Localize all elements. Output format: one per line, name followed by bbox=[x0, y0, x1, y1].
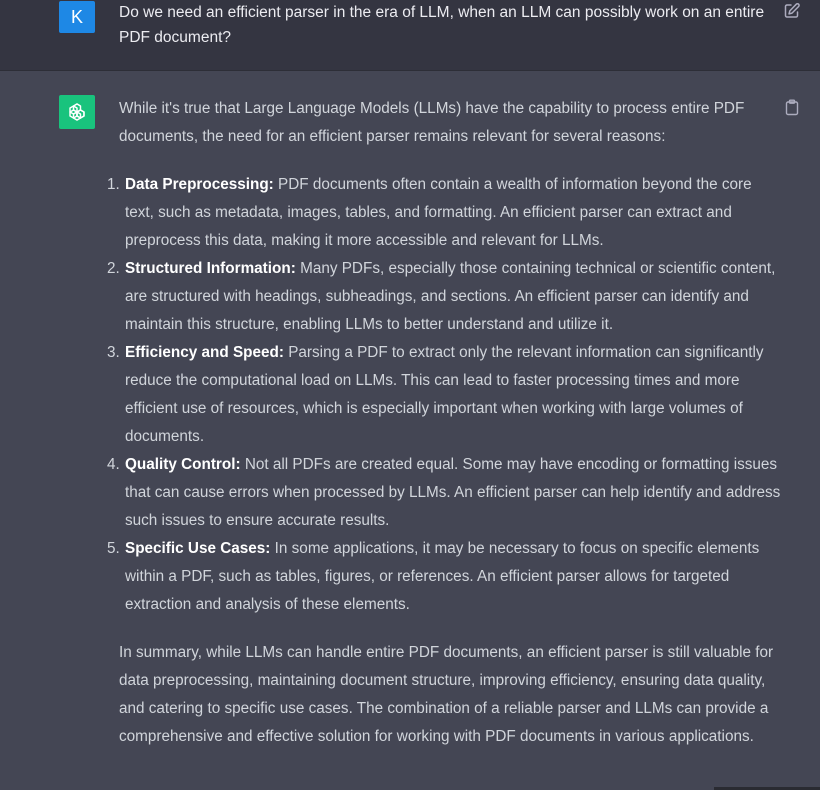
assistant-answer bbox=[107, 95, 781, 751]
assistant-message-row bbox=[0, 71, 820, 790]
list-number: 2. bbox=[107, 260, 120, 277]
item-text: Parsing a PDF to extract only the relevant information can significantly reduce the computational load on LLMs. This can lead to faster processing times and more efficient use of resources, which is especially important when working with large volumes of documents. bbox=[125, 344, 764, 445]
user-avatar: K bbox=[59, 1, 95, 33]
edit-icon[interactable] bbox=[783, 2, 801, 20]
item-title: Specific Use Cases: bbox=[125, 540, 271, 557]
clipboard-icon[interactable] bbox=[784, 99, 800, 116]
list-item bbox=[107, 535, 781, 619]
answer-intro: While it's true that Large Language Models (LLMs) have the capability to process entire PDF documents, the need for an efficient parser remains relevant for several reasons: bbox=[119, 100, 745, 145]
list-number: 1. bbox=[107, 176, 120, 193]
list-item bbox=[107, 171, 781, 255]
user-question-text: Do we need an efficient parser in the era of LLM, when an LLM can possibly work on an entire PDF document? bbox=[119, 4, 765, 46]
list-number: 3. bbox=[107, 344, 120, 361]
list-item bbox=[107, 255, 781, 339]
item-text: In some applications, it may be necessary to focus on specific elements within a PDF, such as tables, figures, or references. An efficient parser allows for targeted extraction and analysis of these elements. bbox=[125, 540, 760, 613]
item-title: Efficiency and Speed: bbox=[125, 344, 284, 361]
list-number: 4. bbox=[107, 456, 120, 473]
answer-summary: In summary, while LLMs can handle entire PDF documents, an efficient parser is still valuable for data preprocessing, maintaining document structure, improving efficiency, ensuring data quality, and catering to specific use cases. The combination of a reliable parser and LLMs can provide a comprehensive and effective solution for working with PDF documents in various applications. bbox=[119, 644, 774, 745]
item-title: Structured Information: bbox=[125, 260, 296, 277]
user-message-row bbox=[0, 0, 820, 71]
item-text: PDF documents often contain a wealth of information beyond the core text, such as metadata, images, tables, and formatting. An efficient parser can extract and preprocess this data, making it more accessible and relevant for LLMs. bbox=[125, 176, 752, 249]
item-text: Many PDFs, especially those containing technical or scientific content, are structured with headings, subheadings, and sections. An efficient parser can identify and maintain this structure, enabling LLMs to better understand and utilize it. bbox=[125, 260, 776, 333]
list-item bbox=[107, 339, 781, 451]
list-number: 5. bbox=[107, 540, 120, 557]
item-text: Not all PDFs are created equal. Some may have encoding or formatting issues that can cause errors when processed by LLMs. An efficient parser can help identify and address such issues to ensure accurate results. bbox=[125, 456, 781, 529]
list-item bbox=[107, 451, 781, 535]
reasons-list bbox=[107, 171, 781, 619]
item-title: Quality Control: bbox=[125, 456, 241, 473]
openai-logo-icon bbox=[59, 95, 95, 129]
item-title: Data Preprocessing: bbox=[125, 176, 274, 193]
